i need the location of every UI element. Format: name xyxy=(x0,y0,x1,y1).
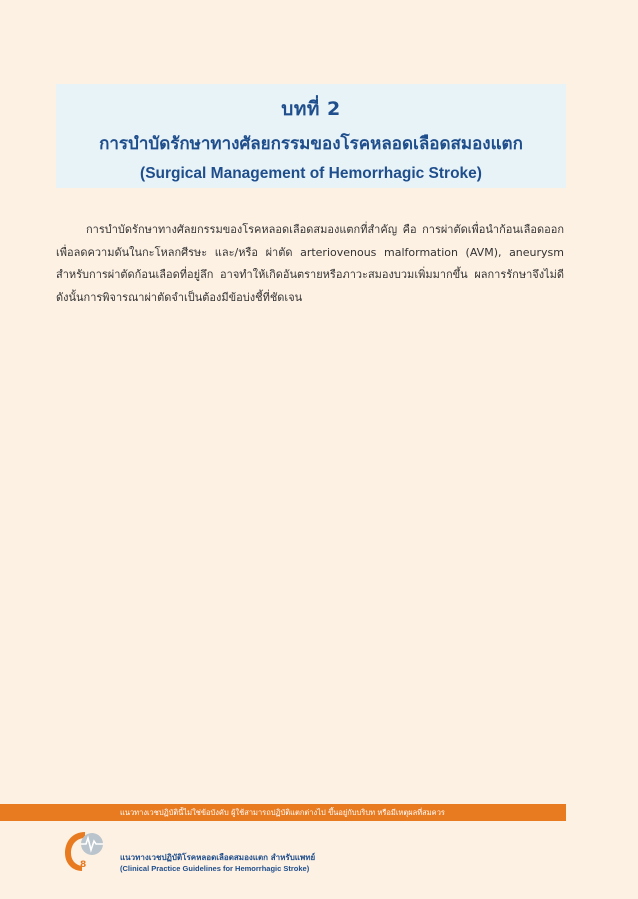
chapter-header xyxy=(56,84,566,188)
footer-guideline-english: (Clinical Practice Guidelines for Hemorrhagic Stroke) xyxy=(120,864,310,873)
chapter-number: บทที่ 2 xyxy=(281,98,341,120)
chapter-english-title: (Surgical Management of Hemorrhagic Stroke) xyxy=(140,165,482,182)
footer-disclaimer-bar: แนวทางเวชปฏิบัตินี้ไม่ใช่ข้อบังคับ ผู้ใช้สามารถปฏิบัติแตกต่างไป ขึ้นอยู่กับบริบท หรือมีเหตุผลที่สมควร xyxy=(0,804,566,821)
body-paragraph: การบำบัดรักษาทางศัลยกรรมของโรคหลอดเลือดสมองแตกที่สำคัญ คือ การผ่าตัดเพื่อนำก้อนเลือดออก เพื่อลดความดันในกะโหลกศีรษะ และ/หรือ ผ่าตัด arteriovenous malformation (AVM), aneurysm สำหรับการผ่าตัดก้อนเลือดที่อยู่ลึก อาจทำให้เกิดอันตรายหรือภาวะสมองบวมเพิ่มมากขึ้น ผลการรักษาจึงไม่ดี ดังนั้นการพิจารณาผ่าตัดจำเป็นต้องมีข้อบ่งชี้ที่ชัดเจน xyxy=(56,223,564,304)
chapter-thai-title: การบำบัดรักษาทางศัลยกรรมของโรคหลอดเลือดสมองแตก xyxy=(99,134,523,154)
footer-guideline-thai: แนวทางเวชปฏิบัติโรคหลอดเลือดสมองแตก สำหรับแพทย์ xyxy=(120,853,316,862)
page-number: 8 xyxy=(80,860,87,870)
